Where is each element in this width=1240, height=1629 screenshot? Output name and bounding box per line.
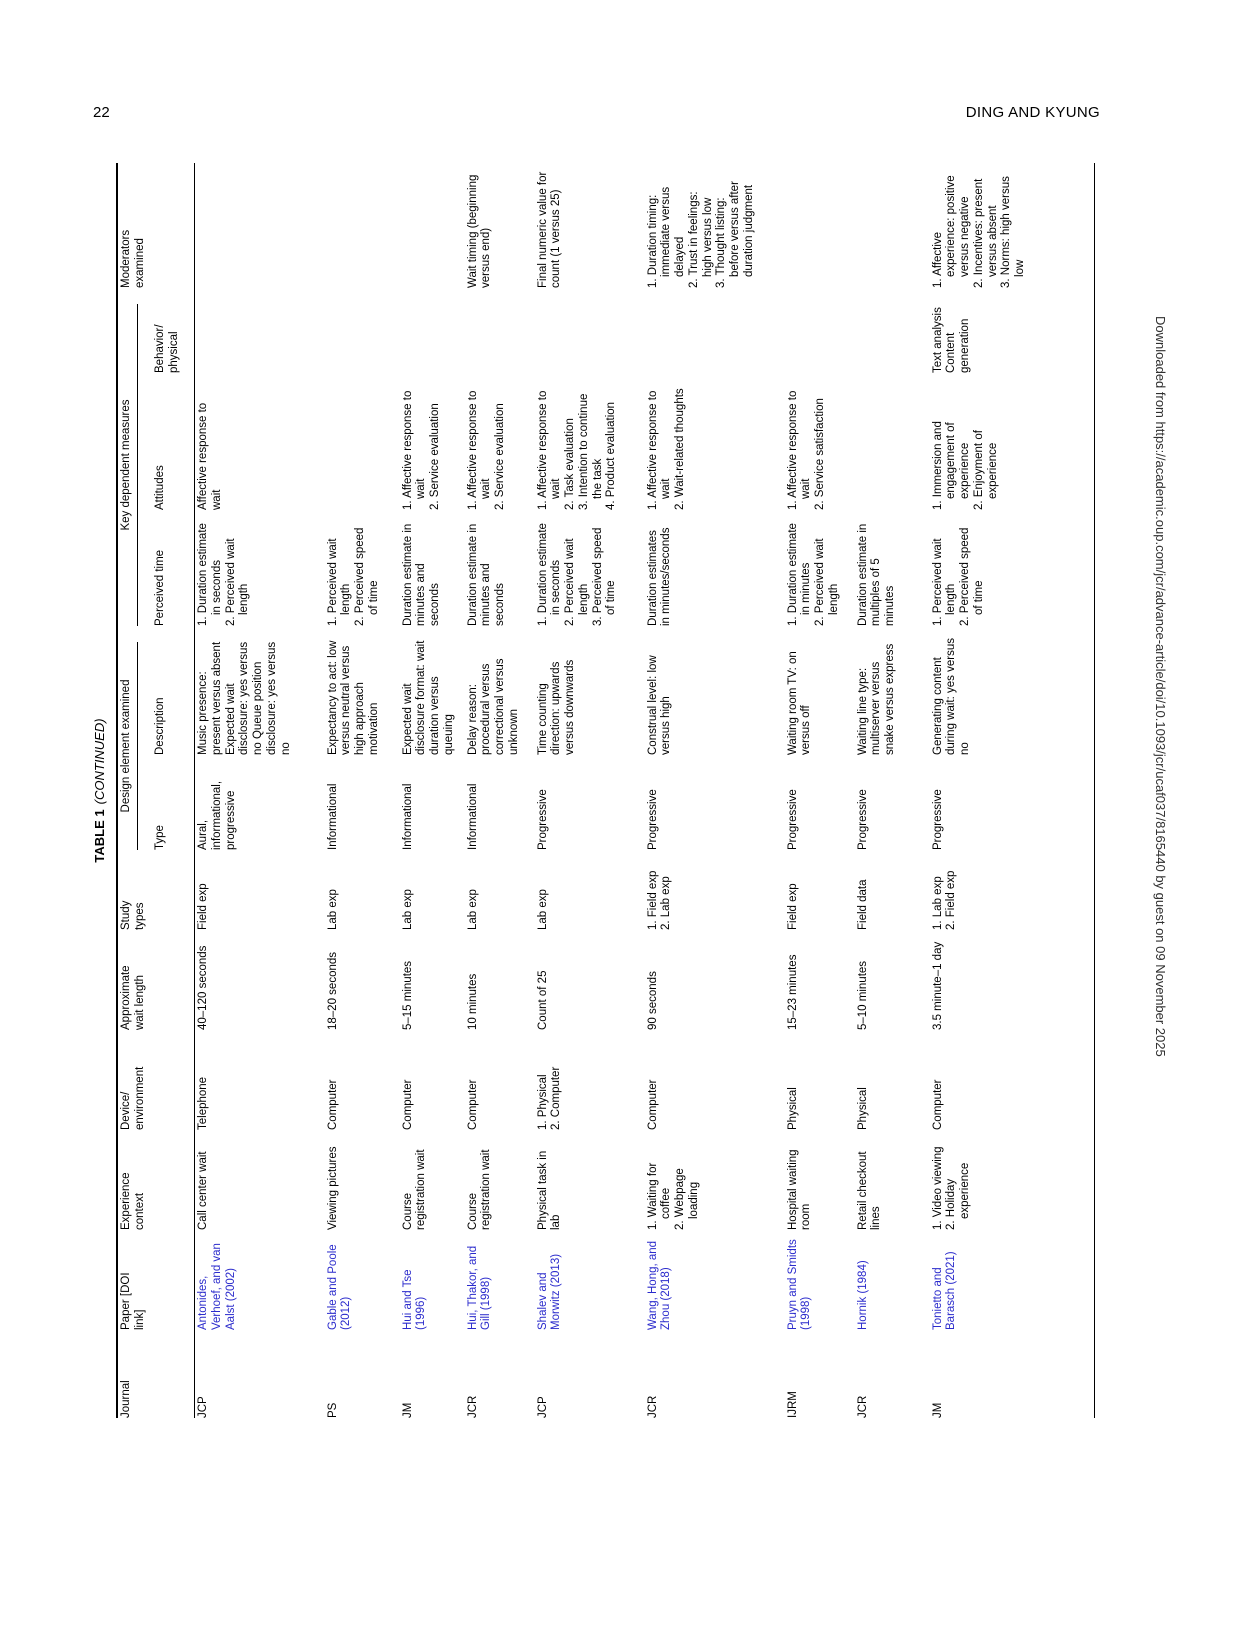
- table-cell: [785, 850, 855, 930]
- table-cell: [535, 850, 645, 930]
- cell-text: 2. Task evaluation: [564, 418, 577, 510]
- header-group-cell: [117, 288, 152, 626]
- cell-text: examined: [133, 238, 146, 288]
- cell-text: 1. Perceived wait length: [326, 538, 353, 626]
- cell-text: Wang, Hong, and Zhou (2018): [646, 1240, 673, 1330]
- table-cell: [645, 930, 785, 1030]
- table-cell: [645, 510, 785, 626]
- table-row: [195, 163, 325, 1418]
- cell-text: Hui, Thakor, and Gill (1998): [466, 1245, 493, 1330]
- table-cell: [195, 930, 325, 1030]
- cell-text: 2. Computer: [550, 1066, 563, 1130]
- table-cell: [325, 1130, 400, 1230]
- cell-text: Gable and Poole (2012): [326, 1244, 353, 1330]
- cell-text: Hui and Tse (1996): [401, 1269, 428, 1330]
- table-cell: [930, 510, 1095, 626]
- table-cell: [325, 373, 400, 510]
- cell-text: 2. Service evaluation: [494, 403, 507, 510]
- cell-text: Count of 25: [536, 970, 549, 1030]
- cell-text: Text analysis: [931, 307, 944, 373]
- cell-text: 2. Enjoyment of experience: [972, 430, 999, 510]
- table-cell: [855, 755, 930, 850]
- rotated-table-container: [92, 163, 1095, 1418]
- cell-text: IJRM: [786, 1391, 799, 1418]
- header-cell: [117, 163, 195, 288]
- table-cell: [785, 373, 855, 510]
- cell-text: Progressive: [646, 789, 659, 850]
- table-cell: [325, 930, 400, 1030]
- cell-text: 1. Affective response to wait: [466, 390, 493, 510]
- cell-text: Delay reason: procedural versus correctional versus unknown: [466, 658, 520, 755]
- cell-text: 3. Norms: high versus low: [1000, 176, 1027, 288]
- table-cell: [465, 373, 535, 510]
- cell-text: 1. Duration estimate in minutes: [786, 523, 813, 626]
- cell-text: Course registration wait: [401, 1149, 428, 1230]
- cell-text: 1. Field exp: [646, 870, 659, 930]
- cell-text: 18–20 seconds: [326, 951, 339, 1030]
- table-caption: [92, 163, 107, 1418]
- header-cell: [117, 1130, 195, 1230]
- cell-text: Study: [120, 900, 132, 930]
- cell-text: Aural, informational, progressive: [197, 780, 237, 850]
- table-cell: [535, 373, 645, 510]
- cell-text: Affective response to wait: [197, 402, 223, 510]
- table-cell: [645, 1030, 785, 1130]
- table-cell: [855, 850, 930, 930]
- cell-text: 1. Immersion and engagement of experience: [931, 421, 972, 510]
- table-cell: [535, 1030, 645, 1130]
- table-cell: [400, 373, 465, 510]
- table-row: [465, 163, 535, 1418]
- cell-text: Viewing pictures: [326, 1146, 339, 1230]
- table-cell: [465, 1030, 535, 1130]
- cell-text: 1. Affective response to wait: [786, 390, 813, 510]
- table-cell: [785, 755, 855, 850]
- cell-text: JCP: [197, 1396, 209, 1418]
- table-cell: [855, 510, 930, 626]
- cell-text: 2. Perceived wait length: [814, 538, 840, 626]
- table-cell: [465, 755, 535, 850]
- table-row: [400, 163, 465, 1418]
- journal-cell: [785, 1330, 855, 1418]
- cell-text: 1. Video viewing: [931, 1146, 944, 1230]
- cell-text: Hornik (1984): [856, 1260, 869, 1330]
- cell-text: 2. Incentives: present versus absent: [972, 178, 999, 288]
- table-cell: [535, 163, 645, 288]
- paper-doi-link[interactable]: [785, 1230, 855, 1330]
- table-cell: [855, 1130, 930, 1230]
- table-cell: [400, 626, 465, 755]
- cell-text: Expected wait disclosure format: wait duration versus queuing: [401, 640, 455, 755]
- cell-text: Tonietto and Barasch (2021): [931, 1251, 958, 1330]
- table-cell: [930, 1130, 1095, 1230]
- table-cell: [535, 626, 645, 755]
- cell-text: Duration estimate in minutes and seconds: [466, 523, 507, 626]
- table-cell: [400, 1030, 465, 1130]
- continued-table: [116, 163, 1095, 1418]
- cell-text: 1. Lab exp: [931, 876, 944, 930]
- cell-text: PS: [326, 1402, 339, 1418]
- cell-text: JCR: [466, 1395, 479, 1418]
- journal-cell: [645, 1330, 785, 1418]
- table-cell: [930, 755, 1095, 850]
- paper-doi-link[interactable]: [195, 1230, 325, 1330]
- cell-text: Experience: [120, 1172, 132, 1230]
- journal-cell: [195, 1330, 325, 1418]
- cell-text: Moderators: [120, 229, 132, 288]
- cell-text: 2. Service evaluation: [429, 403, 442, 510]
- table-head: [117, 163, 195, 1418]
- table-cell: [325, 850, 400, 930]
- table-cell: [195, 1030, 325, 1130]
- table-cell: [645, 850, 785, 930]
- cell-text: JM: [931, 1402, 944, 1418]
- table-cell: [785, 288, 855, 373]
- cell-text: Duration estimate in minutes and seconds: [401, 523, 442, 626]
- table-cell: [195, 1130, 325, 1230]
- cell-text: 10 minutes: [466, 973, 479, 1030]
- cell-text: Telephone: [197, 1076, 209, 1130]
- header-group-label: Design element examined: [120, 642, 138, 850]
- table-cell: [930, 930, 1095, 1030]
- cell-text: 3.5 minute–1 day: [931, 941, 944, 1030]
- table-cell: [535, 930, 645, 1030]
- table-cell: [930, 626, 1095, 755]
- table-row: [855, 163, 930, 1418]
- cell-text: Lab exp: [326, 889, 339, 930]
- cell-text: 2. Wait-related thoughts: [674, 388, 687, 510]
- cell-text: Field data: [856, 879, 869, 930]
- cell-text: Device/: [120, 1091, 132, 1130]
- cell-text: Computer: [466, 1079, 479, 1130]
- journal-cell: [325, 1330, 400, 1418]
- table-row: [325, 163, 400, 1418]
- cell-text: Informational: [326, 783, 339, 850]
- cell-text: Duration estimate in multiples of 5 minutes: [856, 523, 897, 626]
- cell-text: physical: [167, 331, 180, 373]
- cell-text: Field exp: [786, 883, 799, 930]
- table-cell: [465, 930, 535, 1030]
- table-cell: [325, 755, 400, 850]
- table-cell: [400, 1130, 465, 1230]
- cell-text: Call center wait: [197, 1151, 209, 1230]
- paper-doi-link[interactable]: [465, 1230, 535, 1330]
- table-cell: [930, 288, 1095, 373]
- table-cell: [855, 288, 930, 373]
- cell-text: 1. Duration estimate in seconds: [536, 523, 563, 626]
- table-cell: [465, 850, 535, 930]
- table-cell: [645, 288, 785, 373]
- cell-text: 1. Perceived wait length: [931, 538, 958, 626]
- cell-text: JCR: [856, 1395, 869, 1418]
- paper-doi-link[interactable]: [855, 1230, 930, 1330]
- cell-text: Lab exp: [466, 889, 479, 930]
- table-cell: [465, 163, 535, 288]
- table-row: [930, 163, 1095, 1418]
- cell-text: Expectancy to act: low versus neutral versus high approach motivation: [326, 640, 380, 755]
- header-cell: [117, 850, 195, 930]
- cell-text: environment: [133, 1066, 146, 1130]
- cell-text: 4. Product evaluation: [605, 401, 618, 510]
- cell-text: wait length: [133, 975, 146, 1030]
- cell-text: Construal level: low versus high: [646, 655, 673, 755]
- table-cell: [645, 163, 785, 288]
- header-group-label: Key dependent measures: [120, 304, 138, 626]
- cell-text: Time counting direction: upwards versus downwards: [536, 659, 577, 755]
- cell-text: Waiting line type: multiserver versus snake versus express: [856, 643, 897, 755]
- download-note: Downloaded from https://academic.oup.com/jcr/advance-article/doi/10.1093/jcr/ucaf037/8165440 by guest on 09 November 2025: [1153, 316, 1168, 1057]
- table-cell: [195, 510, 325, 626]
- cell-text: Type: [154, 825, 166, 850]
- cell-text: 1. Affective response to wait: [401, 390, 428, 510]
- cell-text: 3. Thought listing: before versus after duration judgment: [715, 181, 756, 288]
- cell-text: 1. Affective experience: positive versus negative: [931, 175, 972, 288]
- cell-text: Duration estimates in minutes/seconds: [646, 527, 673, 626]
- table-cell: [465, 288, 535, 373]
- table-cell: [785, 930, 855, 1030]
- table-cell: [645, 626, 785, 755]
- table-row: [785, 163, 855, 1418]
- cell-text: 2. Trust in feelings: high versus low: [687, 191, 714, 288]
- cell-text: 15–23 minutes: [786, 954, 799, 1030]
- table-cell: [195, 850, 325, 930]
- table-cell: [855, 626, 930, 755]
- table-cell: [855, 1030, 930, 1130]
- cell-text: JM: [401, 1402, 414, 1418]
- table-cell: [645, 1130, 785, 1230]
- subheader-cell: [152, 510, 195, 626]
- cell-text: 2. Lab exp: [660, 876, 673, 930]
- table-cell: [195, 288, 325, 373]
- table-cell: [785, 163, 855, 288]
- journal-cell: [930, 1330, 1095, 1418]
- cell-text: Description: [154, 697, 166, 755]
- cell-text: Progressive: [536, 789, 549, 850]
- table-cell: [195, 163, 325, 288]
- table-body: [195, 163, 1095, 1418]
- cell-text: Retail checkout lines: [856, 1151, 883, 1230]
- cell-text: Behavior/: [154, 324, 166, 373]
- cell-text: Perceived time: [154, 549, 166, 626]
- header-cell: [117, 1230, 195, 1330]
- subheader-cell: [152, 373, 195, 510]
- table-row: [645, 163, 785, 1418]
- cell-text: Music presence: present versus absent Expected wait disclosure: yes versus no Queue position disclosure: yes versus no: [197, 641, 292, 755]
- cell-text: Content generation: [945, 318, 972, 373]
- cell-text: Informational: [466, 783, 479, 850]
- cell-text: Course registration wait: [466, 1149, 493, 1230]
- table-cell: [465, 1130, 535, 1230]
- journal-cell: [400, 1330, 465, 1418]
- table-cell: [645, 755, 785, 850]
- table-cell: [465, 626, 535, 755]
- table-cell: [785, 510, 855, 626]
- cell-text: link]: [133, 1309, 146, 1330]
- cell-text: Computer: [401, 1079, 414, 1130]
- cell-text: JCP: [536, 1396, 549, 1418]
- table-cell: [855, 930, 930, 1030]
- cell-text: Computer: [931, 1079, 944, 1130]
- cell-text: 2. Perceived speed of time: [354, 527, 380, 626]
- table-cell: [535, 288, 645, 373]
- table-cell: [325, 510, 400, 626]
- table-cell: [785, 1030, 855, 1130]
- cell-text: 1. Duration estimate in seconds: [197, 523, 223, 626]
- paper-doi-link[interactable]: [930, 1230, 1095, 1330]
- cell-text: 1. Waiting for coffee: [646, 1162, 673, 1230]
- table-cell: [400, 510, 465, 626]
- journal-cell: [855, 1330, 930, 1418]
- journal-cell: [465, 1330, 535, 1418]
- table-cell: [785, 1130, 855, 1230]
- cell-text: JCR: [646, 1395, 659, 1418]
- cell-text: 2. Perceived wait length: [564, 538, 590, 626]
- cell-text: Pruyn and Smidts (1998): [786, 1239, 813, 1330]
- cell-text: types: [133, 902, 146, 930]
- table-cell: [535, 1130, 645, 1230]
- table-cell: [195, 626, 325, 755]
- cell-text: Final numeric value for count (1 versus 25): [536, 171, 563, 288]
- cell-text: Wait timing (beginning versus end): [466, 174, 493, 288]
- header-cell: [117, 930, 195, 1030]
- cell-text: Physical: [856, 1087, 869, 1130]
- table-cell: [930, 163, 1095, 288]
- table-cell: [930, 850, 1095, 930]
- table-cell: [325, 163, 400, 288]
- cell-text: Shalev and Morwitz (2013): [536, 1253, 563, 1330]
- cell-text: context: [133, 1192, 146, 1230]
- table-cell: [195, 373, 325, 510]
- cell-text: 40–120 seconds: [197, 945, 209, 1030]
- cell-text: 2. Perceived speed of time: [959, 527, 985, 626]
- cell-text: Field exp: [197, 883, 209, 930]
- cell-text: Paper [DOI: [120, 1272, 132, 1330]
- cell-text: 2. Field exp: [945, 870, 958, 930]
- cell-text: Computer: [326, 1079, 339, 1130]
- cell-text: Hospital waiting room: [786, 1149, 813, 1230]
- paper-doi-link[interactable]: [645, 1230, 785, 1330]
- table-cell: [325, 288, 400, 373]
- table-cell: [195, 755, 325, 850]
- table-cell: [855, 163, 930, 288]
- header-group-cell: [117, 626, 152, 850]
- table-cell: [645, 373, 785, 510]
- table-cell: [325, 626, 400, 755]
- cell-text: Physical: [786, 1087, 799, 1130]
- table-cell: [930, 1030, 1095, 1130]
- table-cell: [400, 163, 465, 288]
- subheader-cell: [152, 626, 195, 755]
- table-cell: [785, 626, 855, 755]
- running-head: DING AND KYUNG: [965, 104, 1100, 121]
- cell-text: Approximate: [120, 965, 132, 1030]
- subheader-cell: [152, 288, 195, 373]
- table-cell: [855, 373, 930, 510]
- cell-text: 3. Perceived speed of time: [591, 527, 618, 626]
- cell-text: 2. Perceived wait length: [224, 538, 251, 626]
- table-cell: [930, 373, 1095, 510]
- paper-doi-link[interactable]: [535, 1230, 645, 1330]
- table-row: [535, 163, 645, 1418]
- paper-doi-link[interactable]: [325, 1230, 400, 1330]
- header-cell: [117, 1330, 195, 1418]
- page-number: 22: [93, 104, 110, 121]
- cell-text: Progressive: [856, 789, 869, 850]
- cell-text: Computer: [646, 1079, 659, 1130]
- cell-text: Lab exp: [536, 889, 549, 930]
- table-caption-continued: (CONTINUED): [92, 718, 107, 805]
- cell-text: 2. Holiday experience: [945, 1162, 972, 1230]
- cell-text: 1. Physical: [536, 1074, 549, 1130]
- table-caption-title: TABLE 1: [92, 809, 107, 863]
- table-cell: [535, 755, 645, 850]
- cell-text: 5–15 minutes: [401, 960, 414, 1030]
- table-cell: [400, 930, 465, 1030]
- table-cell: [465, 510, 535, 626]
- cell-text: Antonides, Verhoef, and van Aalst (2002): [197, 1243, 237, 1330]
- journal-cell: [535, 1330, 645, 1418]
- cell-text: 2. Service satisfaction: [814, 398, 827, 510]
- header-cell: [117, 1030, 195, 1130]
- subheader-cell: [152, 755, 195, 850]
- paper-doi-link[interactable]: [400, 1230, 465, 1330]
- table-cell: [400, 850, 465, 930]
- cell-text: Journal: [120, 1380, 132, 1418]
- cell-text: 3. Intention to continue the task: [577, 393, 604, 510]
- cell-text: Waiting room TV: on versus off: [786, 651, 813, 755]
- cell-text: Lab exp: [401, 889, 414, 930]
- cell-text: Generating content during wait: yes versus no: [931, 638, 972, 755]
- cell-text: Informational: [401, 783, 414, 850]
- cell-text: 1. Duration timing: immediate versus delayed: [646, 186, 687, 288]
- cell-text: 90 seconds: [646, 971, 659, 1030]
- cell-text: Progressive: [786, 789, 799, 850]
- table-cell: [325, 1030, 400, 1130]
- cell-text: Attitudes: [154, 465, 166, 510]
- table-cell: [400, 288, 465, 373]
- cell-text: 5–10 minutes: [856, 960, 869, 1030]
- cell-text: 1. Affective response to wait: [536, 390, 563, 510]
- table-cell: [535, 510, 645, 626]
- cell-text: 1. Affective response to wait: [646, 390, 673, 510]
- cell-text: 2. Webpage loading: [674, 1168, 700, 1230]
- cell-text: Progressive: [931, 789, 944, 850]
- cell-text: Physical task in lab: [536, 1150, 563, 1230]
- table-cell: [400, 755, 465, 850]
